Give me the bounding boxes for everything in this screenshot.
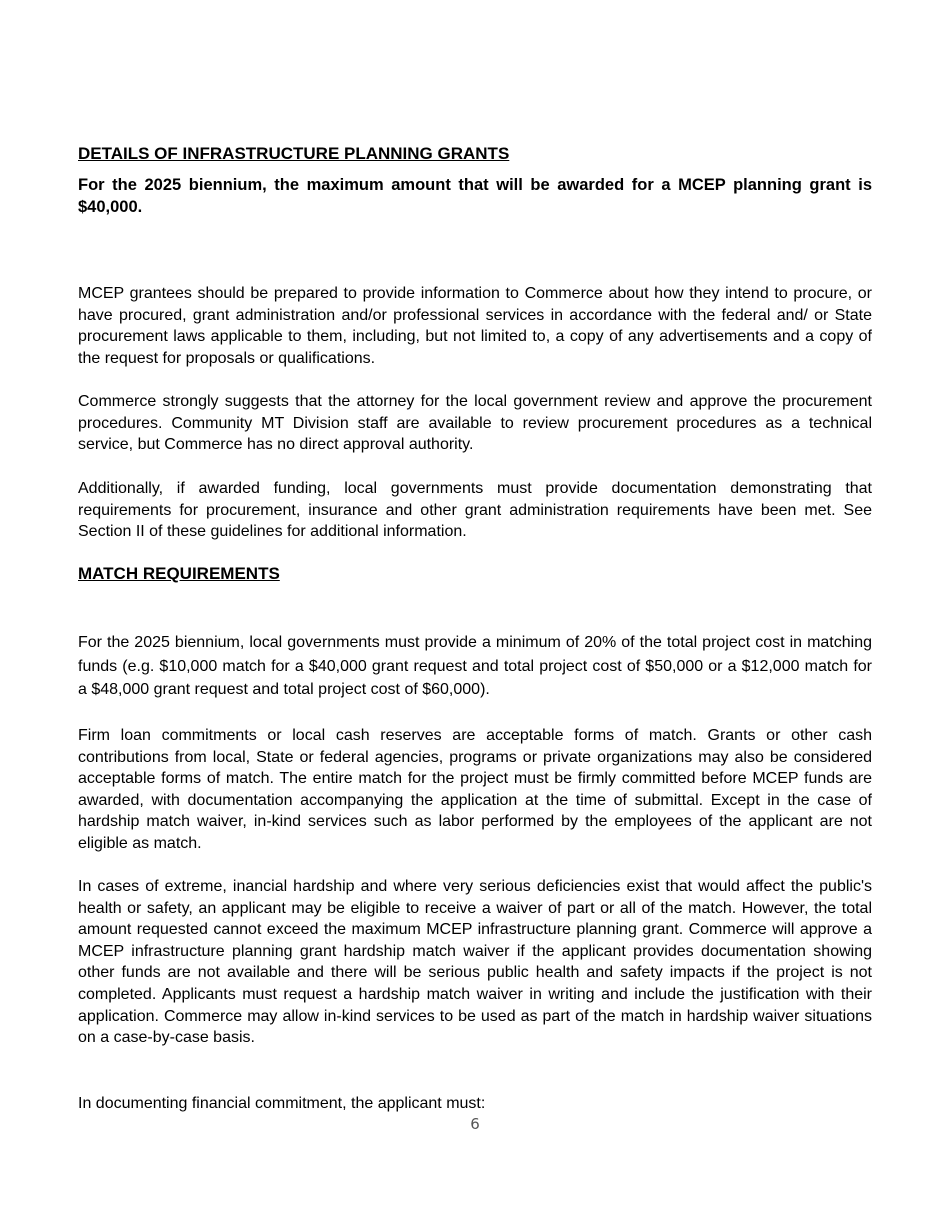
attorney-review-paragraph: Commerce strongly suggests that the attorney for the local government review and approve the procurement procedures. Community MT Division staff are available to review procurement procedures as a technical service, but Commerce has no direct approval authority.: [78, 393, 872, 454]
details-heading: DETAILS OF INFRASTRUCTURE PLANNING GRANTS: [78, 144, 510, 163]
max-award-statement: For the 2025 biennium, the maximum amount that will be awarded for a MCEP planning grant is $40,000.: [78, 176, 872, 216]
acceptable-match-paragraph: Firm loan commitments or local cash reserves are acceptable forms of match. Grants or other cash contributions from local, State or federal agencies, programs or private organizations may also be considered acceptable forms of match. The entire match for the project must be firmly committed before MCEP funds are awarded, with documentation accompanying the application at the time of submittal. Except in the case of hardship match waiver, in-kind services such as labor performed by the employees of the applicant are not eligible as match.: [78, 727, 872, 852]
financial-commitment-intro: In documenting financial commitment, the applicant must:: [78, 1095, 486, 1112]
procurement-info-paragraph: MCEP grantees should be prepared to provide information to Commerce about how they intend to procure, or have procured, grant administration and/or professional services in accordance with the federal and/ or State procurement laws applicable to them, including, but not limited to, a copy of any advertisements and a copy of the request for proposals or qualifications.: [78, 285, 872, 367]
match-requirements-heading: MATCH REQUIREMENTS: [78, 564, 280, 583]
minimum-match-paragraph: For the 2025 biennium, local governments must provide a minimum of 20% of the total project cost in matching funds (e.g. $10,000 match for a $40,000 grant request and total project cost of $50,000 or a $12,000 match for a $48,000 grant request and total project cost of $60,000).: [78, 634, 872, 698]
hardship-waiver-paragraph: In cases of extreme, inancial hardship and where very serious deficiencies exist that would affect the public's health or safety, an applicant may be eligible to receive a waiver of part or all of the match. However, the total amount requested cannot exceed the maximum MCEP infrastructure planning grant. Commerce will approve a MCEP infrastructure planning grant hardship match waiver if the applicant provides documentation showing other funds are not available and there will be serious public health and safety impacts if the project is not completed. Applicants must request a hardship match waiver in writing and include the justification with their application. Commerce may allow in-kind services to be used as part of the match in hardship waiver situations on a case-by-case basis.: [78, 878, 872, 1047]
documentation-paragraph: Additionally, if awarded funding, local governments must provide documentation demonstrating that requirements for procurement, insurance and other grant administration requirements have been met. See Section II of these guidelines for additional information.: [78, 480, 872, 541]
page-number: 6: [470, 1115, 480, 1133]
